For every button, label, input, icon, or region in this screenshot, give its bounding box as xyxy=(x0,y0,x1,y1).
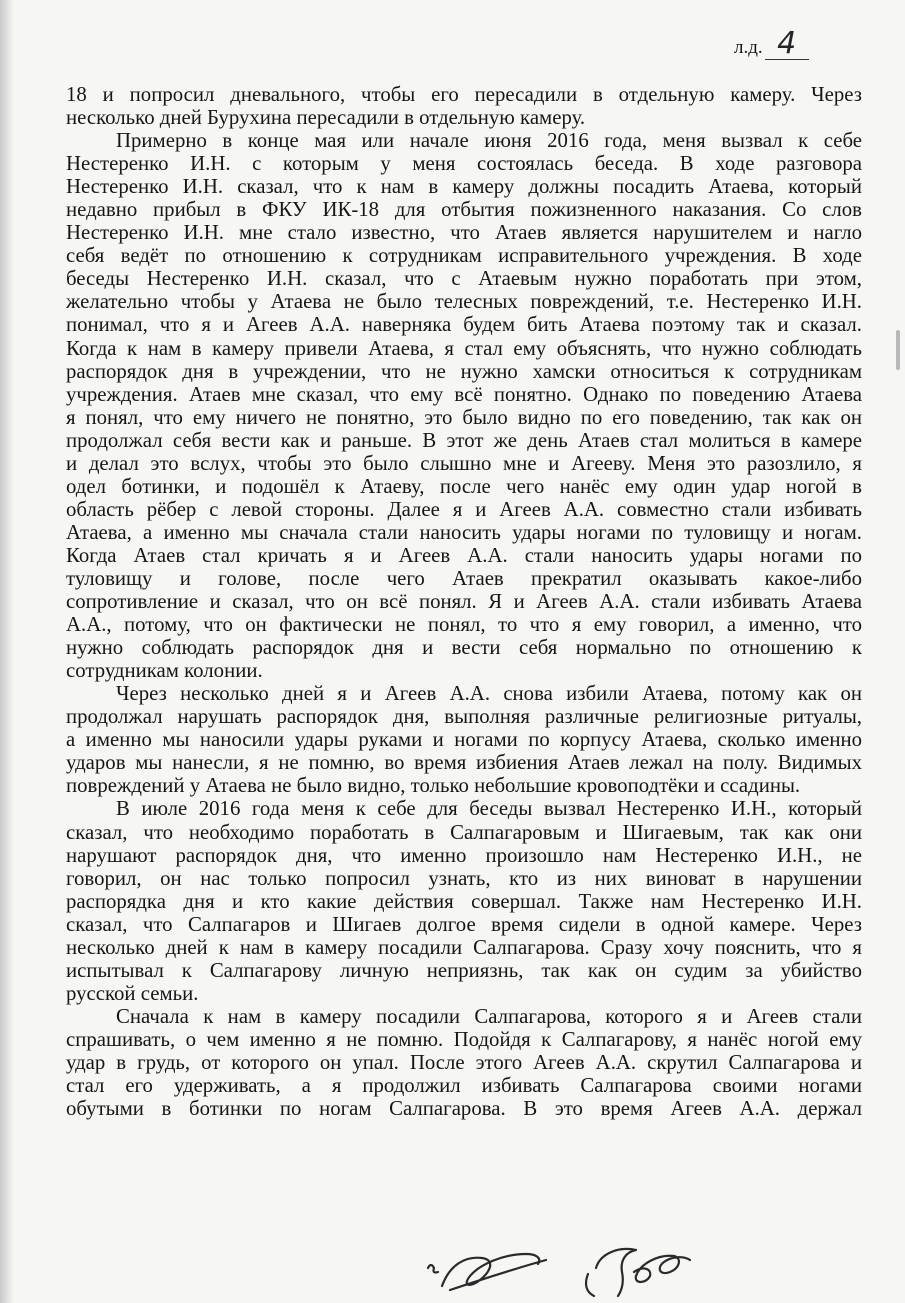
text-line: учреждения. Атаев мне сказал, что ему всё понятно. Однако по поведению Атаева xyxy=(66,382,862,406)
text-line: 18 и попросил дневального, чтобы его пересадили в отдельную камеру. Через xyxy=(66,83,862,106)
text-line: а именно мы наносили удары руками и ногами по корпусу Атаева, сколько именно xyxy=(66,728,862,752)
text-line: продолжал нарушать распорядок дня, выполняя различные религиозные ритуалы, xyxy=(66,705,862,729)
text-line: нужно соблюдать распорядок дня и вести себя нормально по отношению к xyxy=(66,636,862,660)
sheet-number-label xyxy=(734,28,809,68)
text-line: несколько дней Бурухина пересадили в отдельную камеру. xyxy=(66,106,586,130)
text-line: и делал это вслух, чтобы это было слышно мне и Агееву. Меня это разозлило, я xyxy=(66,451,862,475)
text-line: туловищу и голове, после чего Атаев прекратил оказывать какое-либо xyxy=(66,566,862,590)
text-line: удар в грудь, от которого он упал. После этого Агеев А.А. скрутил Салпагарова и xyxy=(66,1050,862,1074)
text-line: Примерно в конце мая или начале июня 2016 года, меня вызвал к себе xyxy=(116,129,862,153)
text-line: недавно прибыл в ФКУ ИК-18 для отбытия пожизненного наказания. Со слов xyxy=(66,198,862,222)
text-line: сказал, что необходимо поработать в Салпагаровым и Шигаевым, так как они xyxy=(66,820,862,844)
handwritten-signature xyxy=(420,1228,720,1300)
text-line: русской семьи. xyxy=(66,981,199,1005)
text-line: продолжал себя вести как и раньше. В этот же день Атаев стал молиться в камере xyxy=(66,428,862,452)
text-line: желательно чтобы у Атаева не было телесных повреждений, т.е. Нестеренко И.Н. xyxy=(66,290,862,314)
text-line: распорядок дня в учреждении, что не нужно хамски относиться к сотрудникам xyxy=(66,359,862,383)
text-line: А.А., потому, что он фактически не понял, то что я ему говорил, а именно, что xyxy=(66,613,862,637)
text-line: беседы Нестеренко И.Н. сказал, что с Атаевым нужно поработать при этом, xyxy=(66,267,862,291)
text-line: Когда к нам в камеру привели Атаева, я стал ему объяснять, что нужно соблюдать xyxy=(66,336,862,360)
text-line: нарушают распорядок дня, что именно произошло нам Нестеренко И.Н., не xyxy=(66,843,862,867)
text-line: распорядка дня и кто какие действия совершал. Также нам Нестеренко И.Н. xyxy=(66,889,862,913)
text-line: ударов мы нанесли, я не помню, во время избиения Атаев лежал на полу. Видимых xyxy=(66,751,862,775)
text-line: область рёбер с левой стороны. Далее я и Агеев А.А. совместно стали избивать xyxy=(66,497,862,521)
text-line: В июле 2016 года меня к себе для беседы вызвал Нестеренко И.Н., который xyxy=(116,797,862,821)
sheet-number: 4 xyxy=(765,29,809,60)
text-line: Сначала к нам в камеру посадили Салпагарова, которого я и Агеев стали xyxy=(116,1004,862,1028)
scan-edge-shadow xyxy=(0,0,14,1303)
text-line: испытывал к Салпагарову личную неприязнь, так как он судим за убийство xyxy=(66,958,862,982)
text-line: спрашивать, о чем именно я не помню. Подойдя к Салпагарову, я нанёс ногой ему xyxy=(66,1027,862,1051)
text-line: повреждений у Атаева не было видно, только небольшие кровоподтёки и ссадины. xyxy=(66,774,801,798)
text-line: сотрудникам колонии. xyxy=(66,659,263,683)
document-body-text xyxy=(66,83,862,1120)
text-line: одел ботинки, и подошёл к Атаеву, после чего нанёс ему один удар ногой в xyxy=(66,474,862,498)
text-line: Атаева, а именно мы сначала стали наносить удары ногами по туловищу и ногам. xyxy=(66,520,862,544)
sheet-label-prefix: л.д. xyxy=(734,37,763,58)
text-line: себя ведёт по отношению к сотрудникам исправительного учреждения. В ходе xyxy=(66,244,862,268)
text-line: обутыми в ботинки по ногам Салпагарова. В это время Агеев А.А. держал xyxy=(66,1097,862,1121)
text-line: сказал, что Салпагаров и Шигаев долгое время сидели в одной камере. Через xyxy=(66,912,862,936)
text-line: несколько дней к нам в камеру посадили Салпагарова. Сразу хочу пояснить, что я xyxy=(66,935,862,959)
text-line: стал его удерживать, а я продолжил избивать Салпагарова своими ногами xyxy=(66,1074,862,1098)
text-line: понимал, что я и Агеев А.А. наверняка будем бить Атаева поэтому так и сказал. xyxy=(66,313,862,337)
text-line: Нестеренко И.Н. с которым у меня состоялась беседа. В ходе разговора xyxy=(66,152,862,176)
text-line: Нестеренко И.Н. сказал, что к нам в камеру должны посадить Атаева, который xyxy=(66,175,862,199)
text-line: Когда Атаев стал кричать я и Агеев А.А. стали наносить удары ногами по xyxy=(66,543,862,567)
scan-edge-mark xyxy=(896,330,900,370)
text-line: Нестеренко И.Н. мне стало известно, что Атаев является нарушителем и нагло xyxy=(66,221,862,245)
text-line: я понял, что ему ничего не понятно, это было видно по его поведению, так как он xyxy=(66,405,862,429)
text-line: сопротивление и сказал, что он всё понял. Я и Агеев А.А. стали избивать Атаева xyxy=(66,590,862,614)
text-line: Через несколько дней я и Агеев А.А. снова избили Атаева, потому как он xyxy=(116,682,862,706)
text-line: говорил, он нас только попросил узнать, кто из них виноват в нарушении xyxy=(66,866,862,890)
